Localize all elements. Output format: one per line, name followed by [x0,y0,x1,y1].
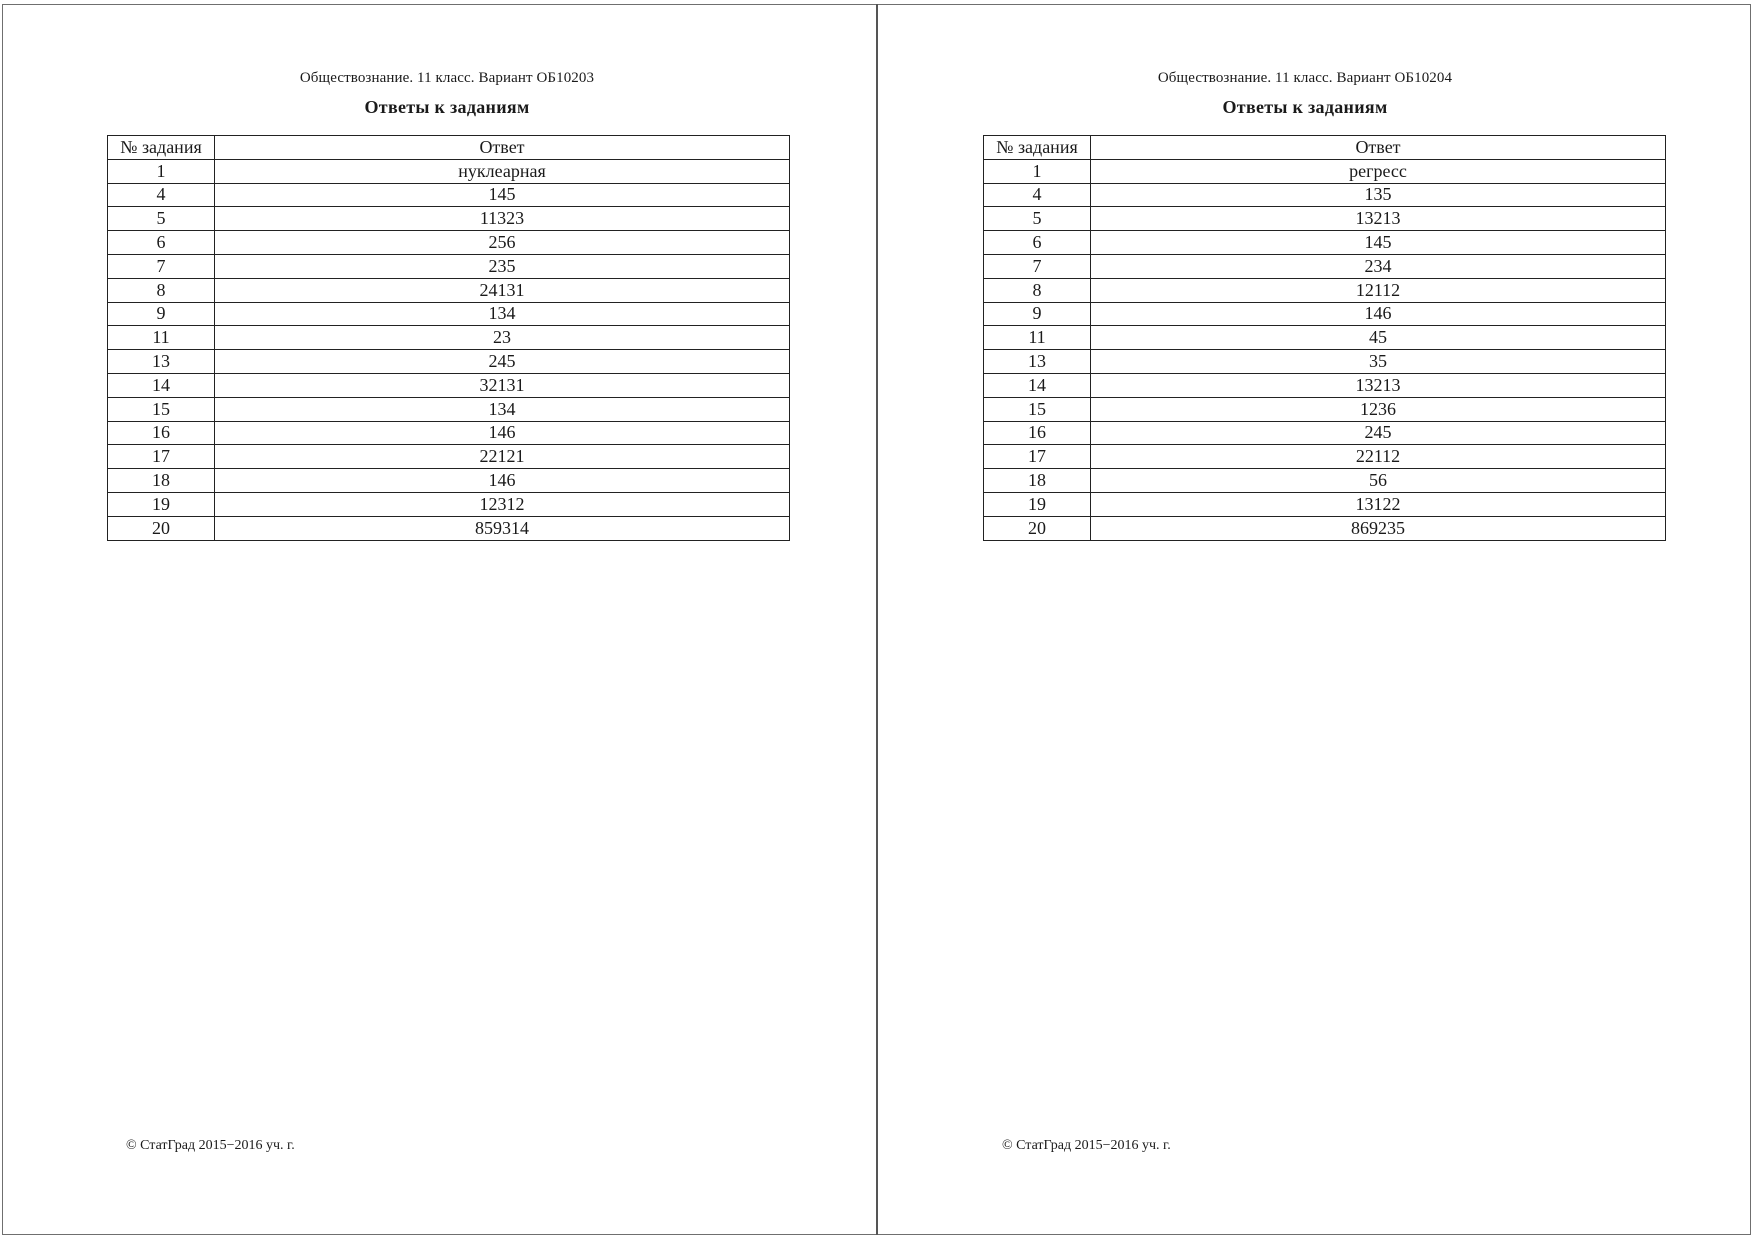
answer-cell: 256 [215,231,790,255]
table-row [108,373,790,397]
answer-cell: 234 [1091,254,1666,278]
answers-table [983,135,1666,541]
answer-cell: 56 [1091,469,1666,493]
table-row [984,469,1666,493]
table-row [984,516,1666,540]
task-number-cell: 15 [984,397,1091,421]
table-row [108,492,790,516]
table-row [108,302,790,326]
task-number-cell: 17 [108,445,215,469]
answer-cell: 23 [215,326,790,350]
task-number-cell: 8 [108,278,215,302]
table-body [108,159,790,540]
answer-cell: 1236 [1091,397,1666,421]
task-number-cell: 19 [984,492,1091,516]
answer-cell: 869235 [1091,516,1666,540]
column-header-answer: Ответ [1091,136,1666,160]
answer-cell: 11323 [215,207,790,231]
table-row [984,159,1666,183]
table-body [984,159,1666,540]
task-number-cell: 6 [108,231,215,255]
table-row [108,445,790,469]
answer-cell: 145 [215,183,790,207]
task-number-cell: 11 [108,326,215,350]
task-number-cell: 14 [108,373,215,397]
task-number-cell: 19 [108,492,215,516]
page-title: Ответы к заданиям [1222,97,1388,117]
task-number-cell: 20 [108,516,215,540]
task-number-cell: 16 [108,421,215,445]
task-number-cell: 1 [984,159,1091,183]
task-number-cell: 15 [108,397,215,421]
table-row [108,159,790,183]
answer-cell: 146 [215,421,790,445]
table-row [984,492,1666,516]
answer-cell: 146 [215,469,790,493]
table-row [984,278,1666,302]
table-row [984,254,1666,278]
task-number-cell: 17 [984,445,1091,469]
column-header-task: № задания [108,136,215,160]
table-row [108,397,790,421]
table-header-row [108,136,790,160]
column-header-answer: Ответ [215,136,790,160]
answer-cell: нуклеарная [215,159,790,183]
answer-cell: 22121 [215,445,790,469]
answer-cell: 35 [1091,350,1666,374]
answer-cell: 13213 [1091,207,1666,231]
table-row [108,326,790,350]
table-row [984,231,1666,255]
task-number-cell: 4 [108,183,215,207]
answer-cell: 235 [215,254,790,278]
table-row [984,326,1666,350]
table-row [108,278,790,302]
page-left [2,4,876,1235]
table-row [108,421,790,445]
page-header: Обществознание. 11 класс. Вариант ОБ10203 [299,70,595,86]
task-number-cell: 16 [984,421,1091,445]
page-footer: © СтатГрад 2015−2016 уч. г. [126,1138,295,1153]
task-number-cell: 20 [984,516,1091,540]
table-row [108,207,790,231]
task-number-cell: 9 [984,302,1091,326]
answer-cell: 22112 [1091,445,1666,469]
table-row [108,254,790,278]
table-row [108,231,790,255]
table-row [984,397,1666,421]
task-number-cell: 11 [984,326,1091,350]
answer-cell: 24131 [215,278,790,302]
answer-cell: 145 [1091,231,1666,255]
answer-cell: 13122 [1091,492,1666,516]
table-row [984,445,1666,469]
answer-cell: 32131 [215,373,790,397]
task-number-cell: 13 [108,350,215,374]
answer-cell: 45 [1091,326,1666,350]
task-number-cell: 7 [108,254,215,278]
table-row [984,373,1666,397]
table-row [108,516,790,540]
task-number-cell: 7 [984,254,1091,278]
task-number-cell: 5 [108,207,215,231]
task-number-cell: 14 [984,373,1091,397]
task-number-cell: 8 [984,278,1091,302]
task-number-cell: 1 [108,159,215,183]
answer-cell: 134 [215,397,790,421]
column-header-task: № задания [984,136,1091,160]
answer-cell: 12112 [1091,278,1666,302]
table-row [984,302,1666,326]
table-row [984,421,1666,445]
answer-cell: 245 [215,350,790,374]
answer-cell: регресс [1091,159,1666,183]
table-row [108,469,790,493]
answer-cell: 134 [215,302,790,326]
page-header: Обществознание. 11 класс. Вариант ОБ10204 [1157,70,1453,86]
answers-table [107,135,790,541]
task-number-cell: 18 [984,469,1091,493]
task-number-cell: 18 [108,469,215,493]
answer-cell: 245 [1091,421,1666,445]
table-row [984,207,1666,231]
table-row [108,183,790,207]
table-header-row [984,136,1666,160]
task-number-cell: 5 [984,207,1091,231]
table-row [108,350,790,374]
answer-cell: 146 [1091,302,1666,326]
page-footer: © СтатГрад 2015−2016 уч. г. [1002,1138,1171,1153]
answer-cell: 135 [1091,183,1666,207]
task-number-cell: 9 [108,302,215,326]
answer-cell: 12312 [215,492,790,516]
page-title: Ответы к заданиям [364,97,530,117]
table-row [984,350,1666,374]
task-number-cell: 6 [984,231,1091,255]
answer-cell: 859314 [215,516,790,540]
task-number-cell: 13 [984,350,1091,374]
table-row [984,183,1666,207]
page-right [878,4,1752,1235]
task-number-cell: 4 [984,183,1091,207]
answer-cell: 13213 [1091,373,1666,397]
